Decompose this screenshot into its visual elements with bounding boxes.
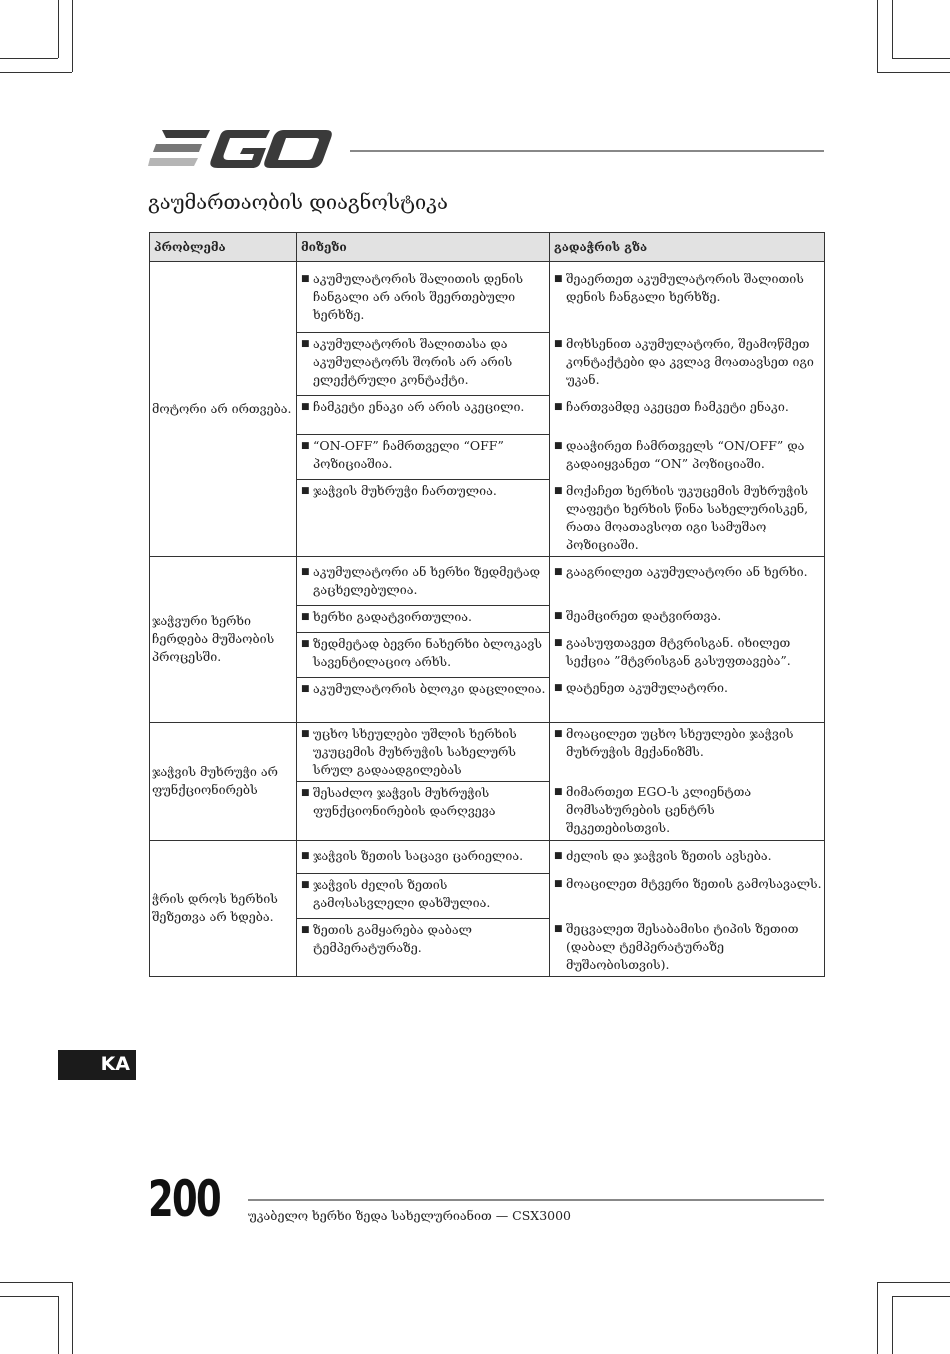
bullet-icon: ■ (301, 879, 310, 890)
bullet-icon: ■ (301, 924, 310, 935)
solution-cell (550, 632, 825, 677)
solution-text: მოაცილეთ უცხო სხეულები ჯაჭვის მუხრუჭის მექანიზმს. (566, 725, 794, 759)
crop-mark (892, 0, 893, 58)
bullet-icon: ■ (554, 683, 563, 693)
bullet-icon: ■ (554, 274, 563, 284)
solution-cell (550, 480, 825, 557)
bullet-icon: ■ (554, 611, 563, 621)
cause-cell (297, 262, 550, 333)
table-row (150, 556, 825, 605)
cause-text: აკუმულატორი ან ხერხი ზედმეტად გაცხელებულია. (313, 563, 541, 597)
solution-text: მოხსენით აკუმულატორი, შეამოწმეთ კონტაქტები და კვლავ მოათავსეთ იგი უკან. (566, 335, 814, 387)
solution-text: ძელის და ჯაჭვის ზეთის ავსება. (566, 847, 772, 863)
cause-text: ხერხი გადატვირთულია. (313, 608, 473, 624)
bullet-icon: ■ (554, 787, 563, 797)
cause-cell (297, 480, 550, 557)
solution-text: შეამცირეთ დატვირთვა. (566, 608, 722, 623)
cause-text: ჯაჭვის მუხრუჭი ჩართულია. (313, 483, 497, 498)
bullet-icon: ■ (301, 638, 310, 649)
problem-cell: ჭრის დროს ხერხის შეზეთვა არ ხდება. (150, 840, 297, 977)
cause-text: შესაძლო ჯაჭვის მუხრუჭის ფუნქციონირების დარღვევა (313, 784, 496, 818)
solution-cell (550, 722, 825, 781)
bullet-icon: ■ (554, 338, 563, 349)
cause-text: ზედმეტად ბევრი ნახერხი ბლოკავს სავენტილაციო არხს. (313, 635, 542, 669)
bullet-icon: ■ (301, 683, 310, 694)
cause-text: ჩამკეტი ენაკი არ არის აკეცილი. (313, 399, 525, 414)
solution-text: ჩართვამდე აკეცეთ ჩამკეტი ენაკი. (566, 398, 789, 414)
cause-text: აკუმულატორის შალითის დენის ჩანგალი არ არის შეერთებული ხერხზე. (313, 271, 524, 322)
solution-cell (550, 873, 825, 918)
cause-cell (297, 435, 550, 480)
bullet-icon: ■ (301, 402, 310, 412)
bullet-icon: ■ (301, 486, 310, 496)
solution-cell (550, 396, 825, 435)
cause-cell (297, 605, 550, 632)
bullet-icon: ■ (301, 728, 310, 739)
cause-text: ჯაჭვის ზეთის საცავი ცარიელია. (313, 847, 524, 863)
bullet-icon: ■ (554, 879, 563, 889)
cause-cell (297, 781, 550, 840)
solution-text: გააგრილეთ აკუმულატორი ან ხერხი. (566, 563, 808, 579)
bullet-icon: ■ (554, 850, 563, 861)
solution-text: მოაცილეთ მტვერი ზეთის გამოსავალს. (566, 876, 822, 891)
solution-cell (550, 435, 825, 480)
cause-text: აკუმულატორის შალითასა და აკუმულატორს შორის არ არის ელექტრული კონტაქტი. (313, 336, 513, 387)
crop-mark (877, 1282, 950, 1283)
table-row (150, 840, 825, 873)
crop-mark (877, 0, 878, 72)
solution-cell (550, 840, 825, 873)
bullet-icon: ■ (554, 924, 563, 934)
cause-text: “ON-OFF” ჩამრთველი “OFF” პოზიციაშია. (313, 438, 504, 471)
cause-cell (297, 918, 550, 977)
crop-mark (72, 1282, 73, 1354)
bullet-icon: ■ (554, 485, 563, 496)
crop-mark (0, 1296, 58, 1297)
crop-mark (892, 1296, 950, 1297)
bullet-icon: ■ (301, 339, 310, 349)
solution-cell (550, 781, 825, 840)
table-header-row (150, 233, 825, 262)
language-tab (58, 1050, 136, 1080)
solution-cell (550, 918, 825, 977)
header-problem: პრობლემა (150, 233, 297, 262)
table-row (150, 722, 825, 781)
header-rule (350, 150, 824, 152)
footer-text: უკაბელო ხერხი ზედა სახელურიანით — CSX3000 (248, 1208, 572, 1223)
header-solution: გადაჭრის გზა (550, 233, 825, 262)
crop-mark (58, 0, 59, 58)
solution-text: შეცვალეთ შესაბამისი ტიპის ზეთით (დაბალ ტემპერატურაზე მუშაობისთვის). (566, 921, 799, 972)
bullet-icon: ■ (554, 728, 563, 739)
bullet-icon: ■ (301, 566, 310, 577)
solution-text: გაასუფთავეთ მტვრისგან. იხილეთ სექცია ”მტვრისგან გასუფთავება”. (566, 635, 791, 668)
language-code: KA (100, 1053, 130, 1075)
header-cause: მიზეზი (297, 233, 550, 262)
cause-text: ზეთის გამყარება დაბალ ტემპერატურაზე. (313, 921, 472, 955)
cause-cell (297, 333, 550, 396)
crop-mark (877, 72, 950, 73)
footer-rule (248, 1199, 824, 1201)
solution-text: მიმართეთ EGO-ს კლიენტთა მომსახურების ცენტრს შეკეთებისთვის. (566, 784, 752, 835)
bullet-icon: ■ (301, 787, 310, 798)
solution-cell (550, 333, 825, 396)
cause-cell (297, 677, 550, 722)
solution-cell (550, 605, 825, 632)
bullet-icon: ■ (554, 638, 563, 648)
cause-text: უცხო სხეულები უშლის ხერხის უკუცემის მუხრუჭის სახელურს სრულ გადაადგილებას (313, 725, 517, 777)
bullet-icon: ■ (554, 566, 563, 577)
crop-mark (0, 58, 58, 59)
solution-text: დატენეთ აკუმულატორი. (566, 680, 728, 695)
cause-cell (297, 873, 550, 918)
cause-text: ჯაჭვის ძელის ზეთის გამოსასვლელი დახშულია. (313, 876, 491, 910)
cause-text: აკუმულატორის ბლოკი დაცლილია. (313, 680, 546, 696)
solution-cell (550, 677, 825, 722)
cause-cell (297, 722, 550, 781)
troubleshooting-table (149, 232, 825, 977)
crop-mark (0, 72, 72, 73)
solution-text: მოქაჩეთ ხერხის უკუცემის მუხრუჭის ლაფეტი ხერხის წინა სახელურისკენ, რათა მოათავსოთ იგი სამუშაო პოზიციაში. (566, 482, 809, 552)
crop-mark (877, 1282, 878, 1354)
bullet-icon: ■ (301, 274, 310, 284)
crop-mark (892, 58, 950, 59)
cause-cell (297, 556, 550, 605)
crop-mark (58, 1296, 59, 1354)
problem-cell: მოტორი არ ირთვება. (150, 262, 297, 557)
bullet-icon: ■ (554, 440, 563, 451)
bullet-icon: ■ (554, 401, 563, 412)
cause-cell (297, 840, 550, 873)
bullet-icon: ■ (301, 611, 310, 622)
solution-cell (550, 556, 825, 605)
page-title: გაუმართაობის დიაგნოსტიკა (148, 190, 448, 214)
page-number: 200 (148, 1170, 221, 1228)
cause-cell (297, 632, 550, 677)
problem-cell: ჯაჭვის მუხრუჭი არ ფუნქციონირებს (150, 722, 297, 840)
cause-cell (297, 396, 550, 435)
bullet-icon: ■ (301, 441, 310, 451)
crop-mark (892, 1296, 893, 1354)
crop-mark (0, 1282, 72, 1283)
solution-text: დააჭირეთ ჩამრთველს “ON/OFF” და გადაიყვანეთ “ON” პოზიციაში. (566, 437, 805, 471)
ego-logo (148, 128, 332, 172)
solution-text: შეაერთეთ აკუმულატორის შალითის დენის ჩანგალი ხერხზე. (566, 271, 804, 304)
crop-mark (72, 0, 73, 72)
table-row (150, 262, 825, 333)
solution-cell (550, 262, 825, 333)
bullet-icon: ■ (301, 850, 310, 861)
problem-cell: ჯაჭვური ხერხი ჩერდება მუშაობის პროცესში. (150, 556, 297, 722)
